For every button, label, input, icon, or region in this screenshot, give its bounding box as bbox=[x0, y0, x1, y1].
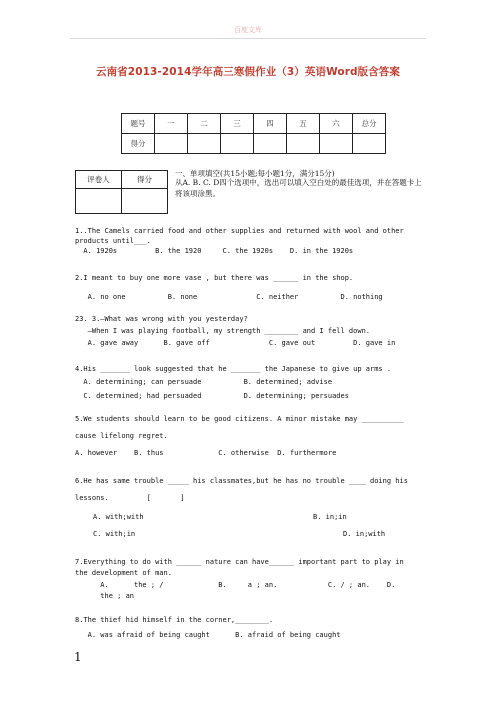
question-7-options-cont: the ; an bbox=[75, 592, 135, 600]
grader-score-label: 得分 bbox=[122, 171, 168, 189]
question-1-options: A. 1920s B. the 1920 C. the 1920s D. in the 1920s bbox=[75, 247, 354, 255]
question-3-line2: —When I was playing football, my strength ________ and I fell down. bbox=[75, 327, 371, 335]
question-3-options: A. gave away B. gave off C. gave out D. gave in bbox=[75, 339, 396, 347]
score-cell bbox=[188, 134, 221, 154]
score-header-cell: 三 bbox=[221, 114, 254, 134]
score-header-cell: 四 bbox=[254, 114, 287, 134]
question-8-options: A. was afraid of being caught B. afraid of being caught bbox=[75, 631, 341, 639]
question-5-line1: 5.We students should learn to be good citizens. A minor mistake may __________ bbox=[75, 415, 404, 423]
question-6-option-a: A. with;with bbox=[93, 513, 144, 521]
score-header-cell: 题号 bbox=[122, 114, 155, 134]
question-3-line1: 23. 3.—What was wrong with you yesterday? bbox=[75, 315, 248, 323]
question-2-options: A. no one B. none C. neither D. nothing bbox=[75, 293, 383, 301]
score-header-cell: 六 bbox=[320, 114, 353, 134]
question-4-options-ab: A. determining; can persuade B. determined; advise bbox=[75, 378, 333, 386]
score-cell bbox=[254, 134, 287, 154]
score-row-label: 得分 bbox=[122, 134, 155, 154]
section-instructions: 从A. B. C. D四个选项中，选出可以填入空白处的最佳选项，并在答题卡上将该项涂黑。 bbox=[175, 178, 422, 198]
grader-cell bbox=[122, 189, 168, 214]
score-header-cell: 一 bbox=[155, 114, 188, 134]
score-cell bbox=[221, 134, 254, 154]
question-7-line1: 7.Everything to do with ______ nature can have______ important part to play in bbox=[75, 558, 404, 566]
watermark: 百度文库 bbox=[234, 26, 262, 34]
question-6-line2: lessons. [ ] bbox=[75, 494, 185, 502]
header-divider bbox=[70, 38, 426, 39]
grader-cell bbox=[76, 189, 122, 214]
score-header-cell: 总分 bbox=[353, 114, 386, 134]
score-table bbox=[121, 113, 386, 154]
score-cell bbox=[287, 134, 320, 154]
grader-table bbox=[75, 170, 168, 214]
score-cell bbox=[320, 134, 353, 154]
page-number: 1 bbox=[74, 650, 82, 664]
question-5-options: A. however B. thus C. otherwise D. furthermore bbox=[75, 449, 337, 457]
question-1-line1: 1..The Camels carried food and other supplies and returned with wool and other bbox=[75, 227, 404, 235]
question-4-options-cd: C. determined; had persuaded D. determining; persuades bbox=[75, 392, 349, 400]
question-7-options: A. the ; / B. a ; an. C. / ; an. D. bbox=[75, 581, 396, 589]
question-6-option-c: C. with;in bbox=[93, 530, 136, 538]
question-6-line1: 6.He has same trouble _____ his classmates,but he has no trouble ____ doing his bbox=[75, 477, 408, 485]
section-title: 一、单项填空(共15小题;每小题1分，满分15分) bbox=[175, 169, 335, 178]
score-header-cell: 二 bbox=[188, 114, 221, 134]
question-7-line2: the development of man. bbox=[75, 569, 172, 577]
score-cell bbox=[353, 134, 386, 154]
question-6-option-d: D. in;with bbox=[343, 530, 386, 538]
question-6-option-b: B. in;in bbox=[313, 513, 347, 521]
score-header-cell: 五 bbox=[287, 114, 320, 134]
document-title: 云南省2013-2014学年高三寒假作业（3）英语Word版含答案 bbox=[95, 66, 401, 78]
grader-label: 评卷人 bbox=[76, 171, 122, 189]
score-cell bbox=[155, 134, 188, 154]
question-1-line2: products until___. bbox=[75, 237, 151, 245]
question-8: 8.The thief hid himself in the corner,________. bbox=[75, 616, 274, 624]
question-5-line2: cause lifelong regret. bbox=[75, 432, 168, 440]
question-2: 2.I meant to buy one more vase , but there was ______ in the shop. bbox=[75, 274, 354, 282]
question-4: 4.His _______ look suggested that he _______ the Japanese to give up arms . bbox=[75, 365, 392, 373]
